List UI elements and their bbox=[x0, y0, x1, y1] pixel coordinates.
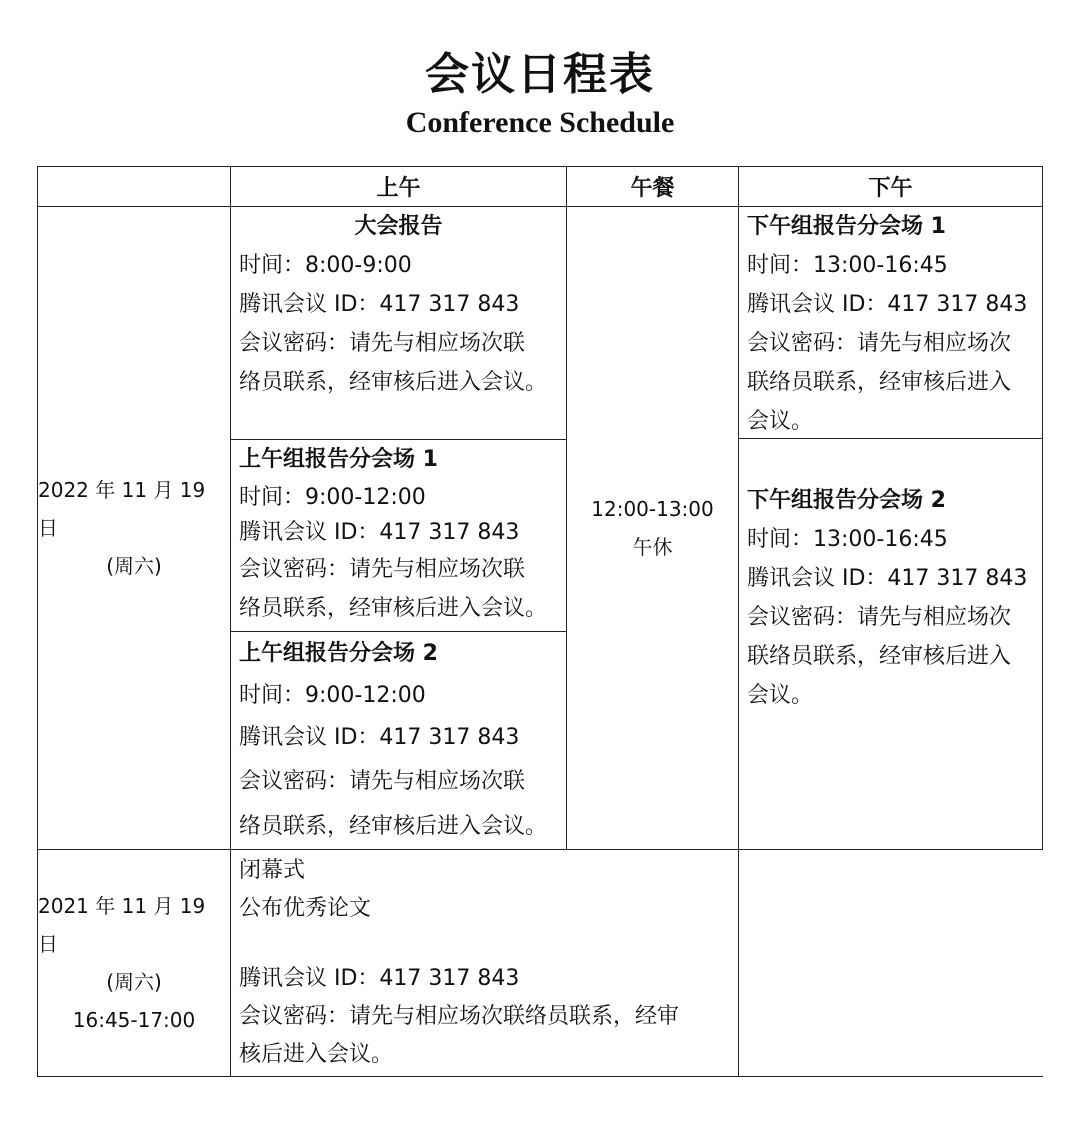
header-empty-cell bbox=[37, 166, 231, 207]
am2-password-cont: 络员联系，经审核后进入会议。 bbox=[239, 814, 548, 839]
pm2-password-end: 会议。 bbox=[747, 683, 814, 708]
lunch-cell bbox=[567, 207, 739, 850]
plenary-password: 会议密码：请先与相应场次联 bbox=[239, 331, 526, 356]
pm2-time: 时间：13:00-16:45 bbox=[747, 527, 948, 552]
row2-weekday: (周六) bbox=[106, 970, 162, 994]
closing-awards: 公布优秀论文 bbox=[239, 896, 372, 921]
pm1-title: 下午组报告分会场 1 bbox=[747, 214, 946, 239]
am2-title: 上午组报告分会场 2 bbox=[239, 641, 438, 666]
page-subtitle: Conference Schedule bbox=[405, 106, 675, 139]
row2-date: 2021 年 11 月 19 日 bbox=[38, 894, 206, 956]
lunch-time: 12:00-13:00 bbox=[591, 497, 714, 521]
row2-date-cell bbox=[37, 850, 231, 1077]
am1-meeting-id: 腾讯会议 ID：417 317 843 bbox=[239, 520, 520, 545]
header-lunch: 午餐 bbox=[567, 166, 739, 207]
closing-password-cont: 核后进入会议。 bbox=[239, 1042, 394, 1067]
pm2-password-cont: 联络员联系，经审核后进入 bbox=[747, 644, 1012, 669]
pm-session-2 bbox=[739, 439, 1043, 850]
row2-empty-cell bbox=[739, 850, 1043, 1077]
closing-title: 闭幕式 bbox=[239, 858, 306, 883]
header-afternoon: 下午 bbox=[739, 166, 1043, 207]
row2-time: 16:45-17:00 bbox=[72, 1008, 196, 1032]
pm-session-1 bbox=[739, 207, 1043, 439]
plenary-time: 时间：8:00-9:00 bbox=[239, 253, 412, 278]
am-session-1 bbox=[231, 440, 567, 632]
pm2-password: 会议密码：请先与相应场次 bbox=[747, 605, 1012, 630]
pm1-meeting-id: 腾讯会议 ID：417 317 843 bbox=[747, 292, 1028, 317]
am2-meeting-id: 腾讯会议 ID：417 317 843 bbox=[239, 725, 520, 750]
am1-time: 时间：9:00-12:00 bbox=[239, 485, 426, 510]
closing-meeting-id: 腾讯会议 ID：417 317 843 bbox=[239, 966, 520, 991]
closing-spacer bbox=[239, 928, 730, 960]
row1-date: 2022 年 11 月 19 日 bbox=[38, 478, 206, 540]
pm2-title: 下午组报告分会场 2 bbox=[747, 488, 946, 513]
closing-session bbox=[231, 850, 739, 1077]
am1-title: 上午组报告分会场 1 bbox=[239, 447, 438, 472]
pm1-time: 时间：13:00-16:45 bbox=[747, 253, 948, 278]
pm1-password-cont: 联络员联系，经审核后进入 bbox=[747, 370, 1012, 395]
am1-password: 会议密码：请先与相应场次联 bbox=[239, 557, 526, 582]
closing-password: 会议密码：请先与相应场次联络员联系，经审 bbox=[239, 1004, 680, 1029]
am-session-2 bbox=[231, 632, 567, 850]
header-morning: 上午 bbox=[231, 166, 567, 207]
lunch-label: 午休 bbox=[632, 535, 673, 559]
am2-time: 时间：9:00-12:00 bbox=[239, 683, 426, 708]
am1-password-cont: 络员联系，经审核后进入会议。 bbox=[239, 596, 548, 621]
pm1-password-end: 会议。 bbox=[747, 409, 814, 434]
pm1-password: 会议密码：请先与相应场次 bbox=[747, 331, 1012, 356]
page-title: 会议日程表 bbox=[425, 49, 655, 100]
row1-date-cell bbox=[37, 207, 231, 850]
plenary-session bbox=[231, 207, 567, 440]
pm2-meeting-id: 腾讯会议 ID：417 317 843 bbox=[747, 566, 1028, 591]
schedule-table bbox=[37, 166, 1043, 1077]
row1-weekday: (周六) bbox=[106, 554, 162, 578]
plenary-password-cont: 络员联系，经审核后进入会议。 bbox=[239, 370, 548, 395]
plenary-meeting-id: 腾讯会议 ID：417 317 843 bbox=[239, 292, 520, 317]
plenary-title: 大会报告 bbox=[354, 214, 443, 239]
am2-password: 会议密码：请先与相应场次联 bbox=[239, 769, 526, 794]
